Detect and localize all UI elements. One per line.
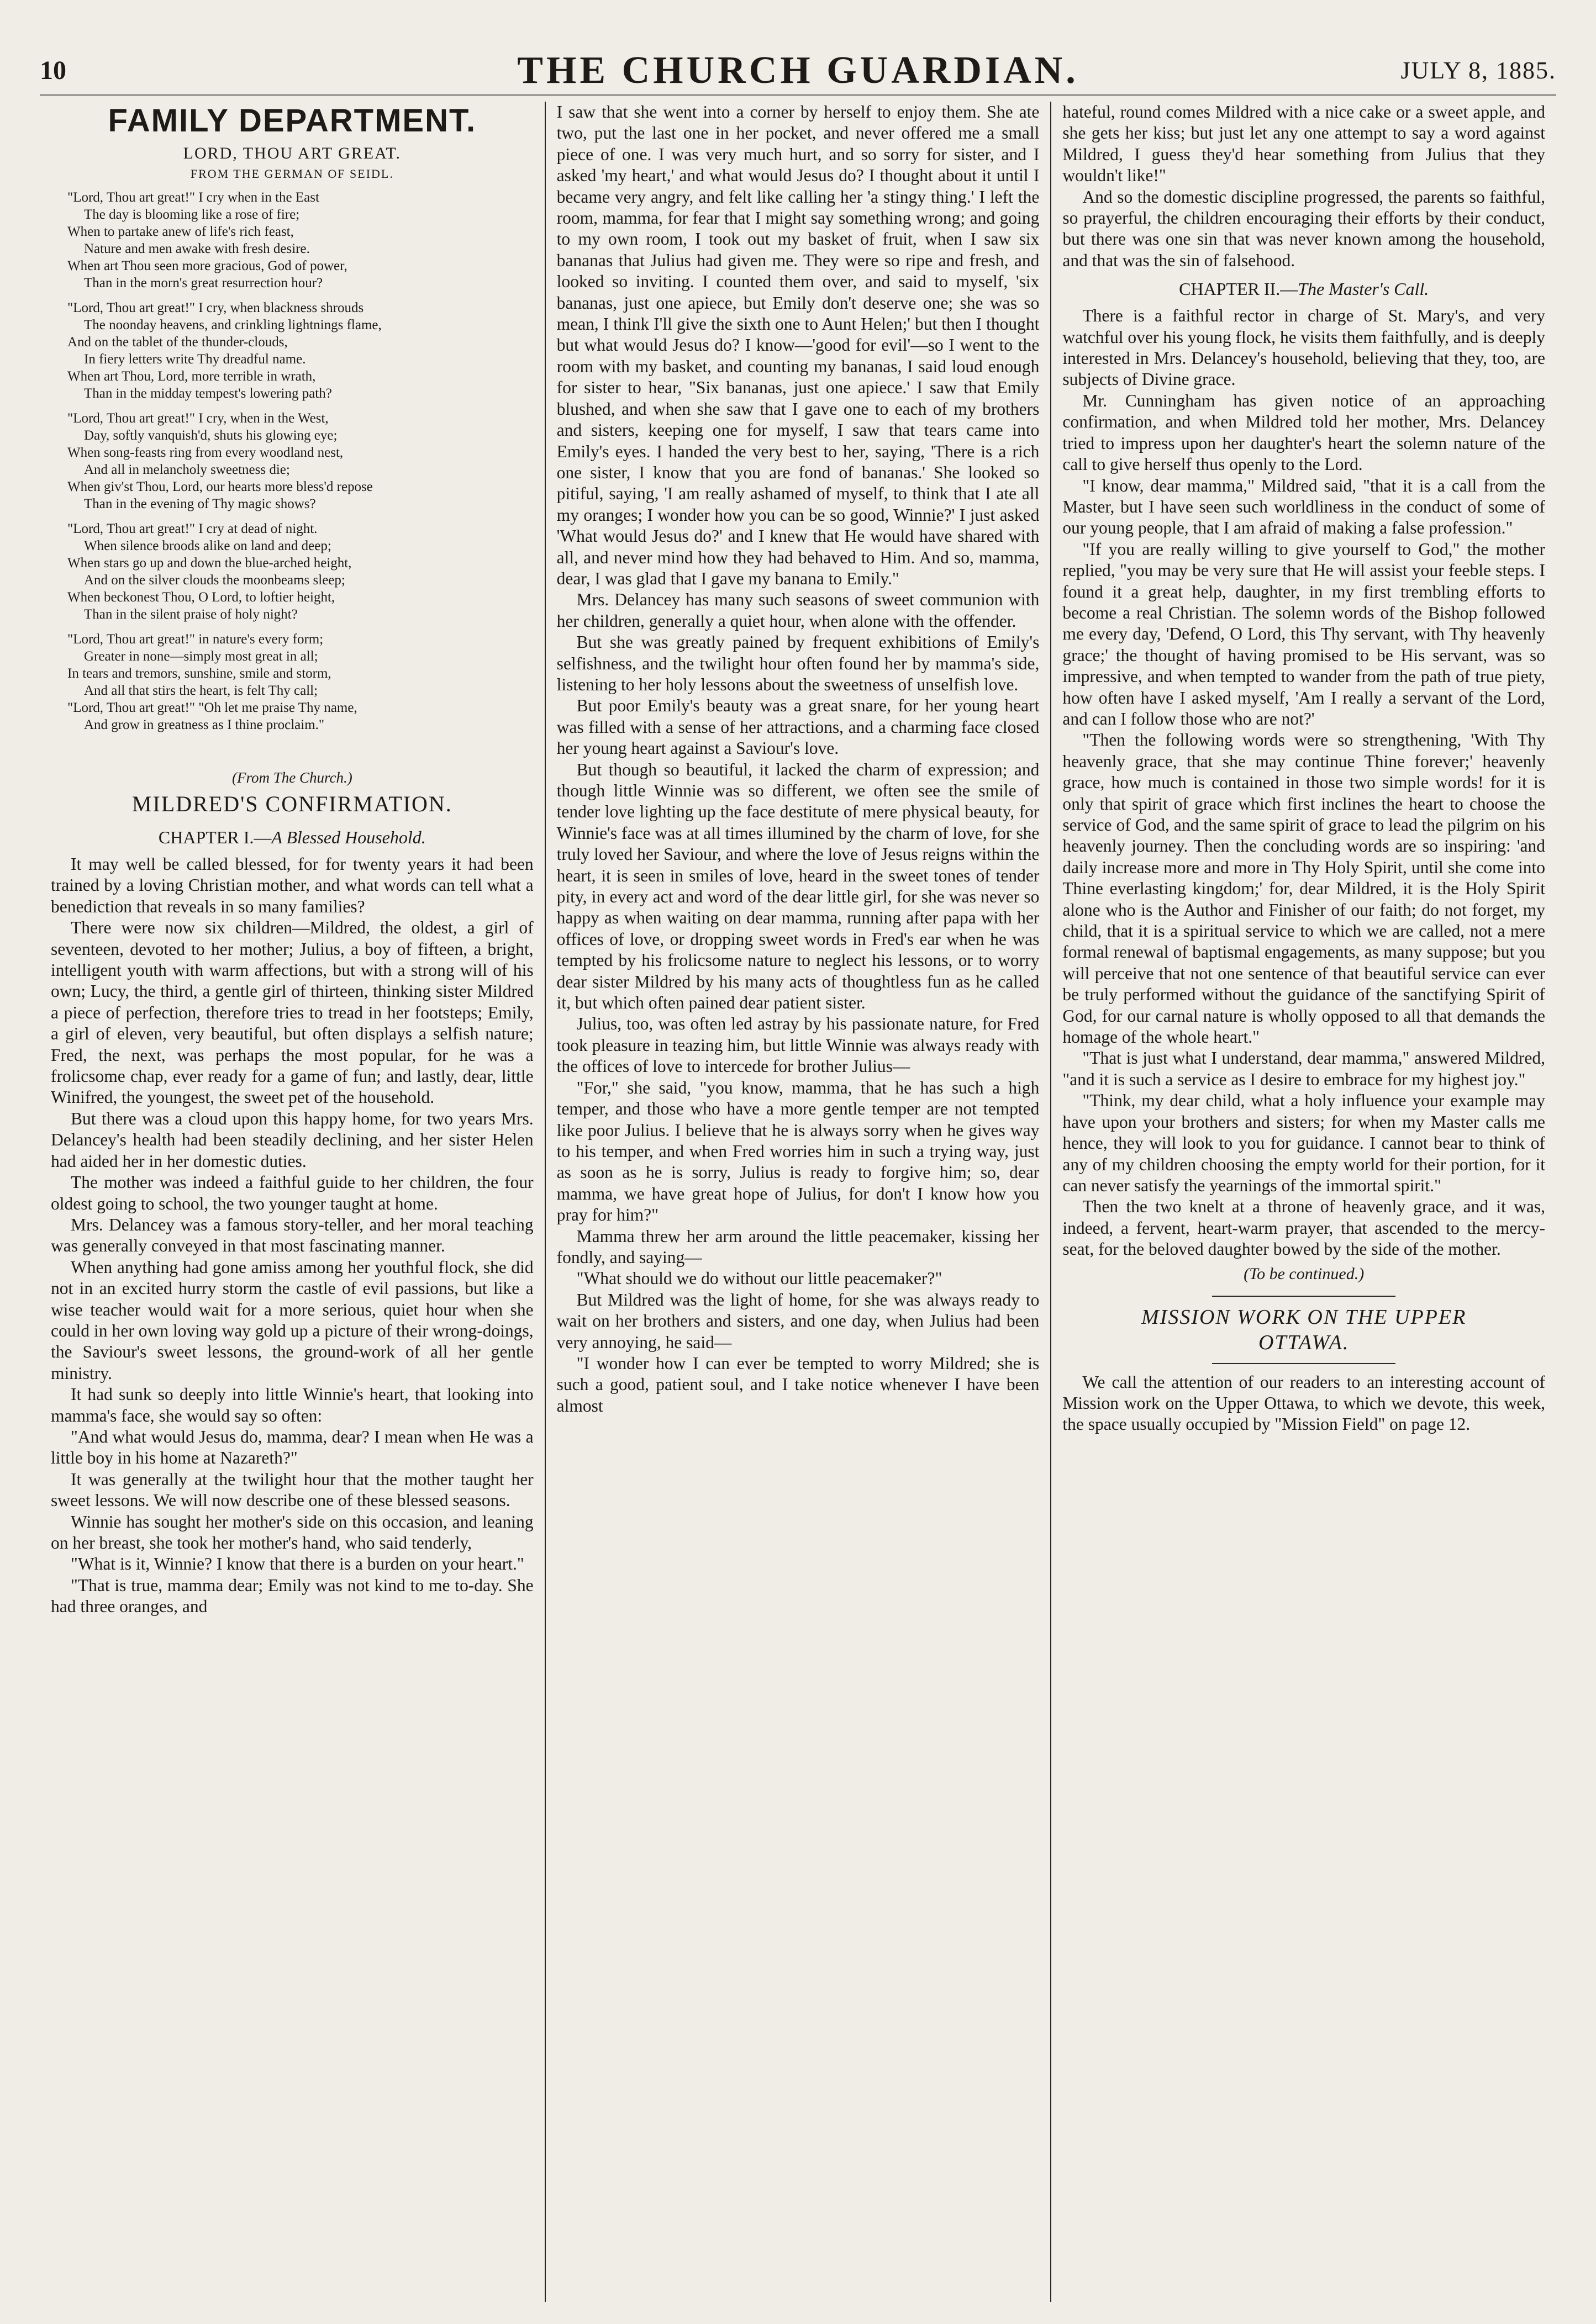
poem-line: Greater in none—simply most great in all; <box>84 649 318 664</box>
poem-stanza <box>51 520 534 623</box>
poem-line: When art Thou seen more gracious, God of power, <box>67 258 347 273</box>
paragraph: "For," she said, "you know, mamma, that he has such a high temper, and those who have a more gentle temper are not tempted like poor Julius. I believe that he is always sorry when he gives way to his temper, and when Fred worries him in such a trying way, just as soon as he is sorry, Julius is ready to forgive him; so, dear mamma, we have great hope of Julius, for don't I know how you pray for him?" <box>556 1078 1040 1225</box>
story-body <box>557 102 1040 1417</box>
chapter-number: CHAPTER I.— <box>158 827 272 847</box>
poem-line: When stars go up and down the blue-arched height, <box>67 556 352 571</box>
paragraph: Then the two knelt at a throne of heavenly grace, and it was, indeed, a fervent, heart-warm prayer, that ascended to the mercy-seat, for the beloved daughter bowed by the side of the mother. <box>1062 1197 1546 1259</box>
poem-line: "Lord, Thou art great!" I cry, when in the West, <box>67 411 329 426</box>
column-2 <box>545 102 1051 2302</box>
poem-line: "Lord, Thou art great!" in nature's every form; <box>67 632 324 647</box>
paragraph: "And what would Jesus do, mamma, dear? I mean when He was a little boy in his home at Nazareth?" <box>51 1427 534 1468</box>
poem-line: When giv'st Thou, Lord, our hearts more bless'd repose <box>67 479 373 494</box>
paragraph: "That is just what I understand, dear mamma," answered Mildred, "and it is such a service as I desire to embrace for my highest joy." <box>1062 1048 1546 1089</box>
poem-line: Than in the midday tempest's lowering path? <box>84 386 332 401</box>
story-title: MILDRED'S CONFIRMATION. <box>131 791 452 816</box>
masthead <box>40 33 1556 96</box>
poem-line: And on the tablet of the thunder-clouds, <box>67 335 288 350</box>
mission-heading <box>1062 1304 1545 1355</box>
paragraph: "I wonder how I can ever be tempted to worry Mildred; she is such a good, patient soul, and I take notice whenever I have been almost <box>556 1353 1040 1415</box>
poem-line: Than in the evening of Thy magic shows? <box>84 497 316 511</box>
paragraph: Mrs. Delancey has many such seasons of sweet communion with her children, generally a quiet hour, when alone with the offender. <box>556 590 1040 631</box>
poem-source: FROM THE GERMAN OF SEIDL. <box>190 167 394 181</box>
mission-title-line: OTTAWA. <box>1258 1330 1350 1354</box>
poem-line: "Lord, Thou art great!" I cry, when blackness shrouds <box>67 300 364 315</box>
continued-note: (To be continued.) <box>1244 1264 1365 1283</box>
poem-line: Nature and men awake with fresh desire. <box>84 241 310 256</box>
paragraph: But there was a cloud upon this happy home, for two years Mrs. Delancey's health had been steadily declining, and her sister Helen had aided her in her domestic duties. <box>51 1108 534 1171</box>
poem <box>51 189 534 733</box>
chapter-title: A Blessed Household. <box>271 827 426 847</box>
paragraph: The mother was indeed a faithful guide to her children, the four oldest going to school, the two younger taught at home. <box>51 1172 534 1213</box>
story-body <box>1062 102 1545 271</box>
paragraph: But though so beautiful, it lacked the charm of expression; and though little Winnie was so different, we often see the smile of tender love lighting up the face destitute of mere physical beauty, for Winnie's face was at all times illumined by the charm of love, for she truly loved her Saviour, and where the love of Jesus reigns within the heart, it is seen in smiles of love, heard in the sweet tones of tender pity, in every act and word of the dear little girl, for she was never so happy as when waiting on dear mamma, running after papa with her offices of love, or dropping sweet words in Fred's ear when he was tempted by his frolicsome nature to neglect his lessons, or to worry dear sister Mildred by his many acts of thoughtless fun as he called it, but which often pained dear patient sister. <box>556 759 1040 1013</box>
chapter-heading <box>51 823 534 852</box>
poem-line: "Lord, Thou art great!" I cry at dead of night. <box>67 521 318 536</box>
paragraph: Winnie has sought her mother's side on this occasion, and leaning on her breast, she took her mother's hand, who said tenderly, <box>51 1512 534 1552</box>
paragraph: It may well be called blessed, for for twenty years it had been trained by a loving Christian mother, and what words can tell what a benediction that reveals in so many families? <box>51 854 534 916</box>
poem-stanza <box>51 189 534 292</box>
chapter-heading <box>1062 274 1545 303</box>
poem-line: Than in the morn's great resurrection hour? <box>84 276 323 290</box>
poem-line: And all in melancholy sweetness die; <box>84 462 290 477</box>
paragraph: "Think, my dear child, what a holy influence your example may have upon your brothers and sisters; for when my Master calls me hence, they will look to you for guidance. I cannot bear to think of any of my children choosing the empty world for their portion, for it can never satisfy the yearnings of the immortal spirit." <box>1062 1091 1546 1195</box>
paragraph: It was generally at the twilight hour that the mother taught her sweet lessons. We will now describe one of these blessed seasons. <box>51 1469 534 1510</box>
paragraph: There were now six children—Mildred, the oldest, a girl of seventeen, devoted to her mother; Julius, a boy of fifteen, a bright, intelligent youth with warm affections, but with a strong will of his own; Lucy, the third, a gentle girl of thirteen, thinking sister Mildred a piece of perfection, therefore tries to tread in her footsteps; Emily, a girl of eleven, very beautiful, but often displays a selfish nature; Fred, the next, was perhaps the most popular, for he was a frolicsome chap, ever ready for a game of fun; and lastly, dear, little Winifred, the youngest, the sweet pet of the household. <box>51 918 534 1107</box>
story-body <box>1062 305 1545 1260</box>
poem-line: The noonday heavens, and crinkling lightnings flame, <box>84 318 382 332</box>
poem-line: Day, softly vanquish'd, shuts his glowing eye; <box>84 428 338 443</box>
poem-line: When song-feasts ring from every woodland nest, <box>67 445 344 460</box>
paragraph: "I know, dear mamma," Mildred said, "that it is a call from the Master, but I have seen such worldliness in the conduct of some of our young people, that I am afraid of making a false profession." <box>1062 476 1546 538</box>
paragraph: "What should we do without our little peacemaker?" <box>576 1269 942 1288</box>
section-heading: FAMILY DEPARTMENT. <box>108 103 477 139</box>
paragraph: "Then the following words were so strengthening, 'With Thy heavenly grace, that she may continue Thine forever;' heavenly grace, how much is contained in those two simple words! for it is only that spirit of grace which first inclines the heart to choose the service of God, and the same spirit of grace to lead the pilgrim on his heavenly journey. Then the concluding words are so inspiring: 'and daily increase more and more in Thy Holy Spirit, until she come into Thine everlasting kingdom;' for, dear Mildred, it is the Holy Spirit alone who is the Author and Finisher of our faith; do not forget, my child, that it is a spiritual service to which we are called, not a mere formal renewal of baptismal engagements, as many suppose; but you will perceive that not one sentence of that beautiful service can ever be truly performed without the guidance of the sanctifying Spirit of God, for our carnal nature is wholly opposed to all that demands the homage of the whole heart." <box>1062 730 1546 1047</box>
paragraph: Mr. Cunningham has given notice of an approaching confirmation, and when Mildred told her mother, Mrs. Delancey tried to impress upon her daughter's heart the solemn nature of the call to give herself thus openly to the Lord. <box>1062 390 1546 474</box>
paragraph: I saw that she went into a corner by herself to enjoy them. She ate two, put the last one in her pocket, and never offered me a small piece of one. I was very much hurt, and so sorry for sister, and I asked 'my heart,' and what would Jesus do? I thought about it until I became very angry, and felt like calling her 'a stingy thing.' I left the room, mamma, for fear that I might say something wrong; and going to my own room, I took out my basket of fruit, when I saw six bananas that Julius had given me. They were so ripe and fresh, and looked so inviting. I counted them over, and said to myself, 'six bananas, just one apiece, but Emily don't deserve one; she was so mean, I think I'll give the sixth one to Aunt Helen;' but then I thought but what would Jesus do? I know—'good for evil'—so I went to the room with my basket, and counting my bananas, I said loud enough for sister to hear, "Six bananas, just one apiece.' I saw that Emily blushed, and when she saw that I gave one to each of my brothers and sisters, keeping one for myself, I saw that tears came into Emily's eyes. I handed the very best to her, saying, 'There is a rich one sister, I know that you are fond of bananas.' She looked so pitiful, saying, 'I am really ashamed of myself, to think that I ate all my oranges; I wonder how you can be so good, Winnie?' I just asked 'What would Jesus do?' and I knew that He would have shared with all, and never mind how they had behaved to Him. And so, mamma, dear, I was glad that I gave my banana to Emily." <box>556 102 1040 588</box>
mission-title-line: MISSION WORK ON THE UPPER <box>1141 1305 1467 1329</box>
paragraph: It had sunk so deeply into little Winnie's heart, that looking into mamma's face, she would say so often: <box>51 1385 534 1425</box>
paragraph: But she was greatly pained by frequent exhibitions of Emily's selfishness, and the twilight hour often found her by mamma's side, listening to her holy lessons about the sweetness of unselfish love. <box>556 632 1040 694</box>
poem-line: And all that stirs the heart, is felt Thy call; <box>84 683 318 698</box>
paragraph: And so the domestic discipline progressed, the parents so faithful, so prayerful, the children encouraging their efforts by their conduct, but there was one sin that was never known among the household, and that was the sin of falsehood. <box>1062 187 1546 270</box>
poem-line: When silence broods alike on land and deep; <box>84 538 331 553</box>
poem-line: The day is blooming like a rose of fire; <box>84 207 300 222</box>
mission-paragraph: We call the attention of our readers to an interesting account of Mission work on the Upper Ottawa, to which we devote, this week, the space usually occupied by "Mission Field" on page 12. <box>1062 1372 1546 1434</box>
paragraph: hateful, round comes Mildred with a nice cake or a sweet apple, and she gets her kiss; but just let any one attempt to say a word against Mildred, I guess they'd hear something from Julius that they wouldn't like!" <box>1062 102 1546 186</box>
paragraph: There is a faithful rector in charge of St. Mary's, and very watchful over his young flock, he visits them faithfully, and is deeply interested in Mrs. Delancey's household, believing that they, too, are subjects of Divine grace. <box>1062 306 1546 389</box>
chapter-title: The Master's Call. <box>1298 279 1429 299</box>
poem-line: And grow in greatness as I thine proclaim." <box>84 717 325 732</box>
issue-date: JULY 8, 1885. <box>1400 57 1556 84</box>
paragraph: Mamma threw her arm around the little peacemaker, kissing her fondly, and saying— <box>556 1226 1040 1267</box>
paragraph: "That is true, mamma dear; Emily was not kind to me to-day. She had three oranges, and <box>51 1575 534 1617</box>
poem-line: In fiery letters write Thy dreadful name. <box>84 352 306 367</box>
paragraph: "If you are really willing to give yourself to God," the mother replied, "you may be very sure that He will assist your feeble steps. I found it a great help, daughter, in my first trembling efforts to become a real Christian. The solemn words of the Bishop followed me every day, 'Defend, O Lord, this Thy servant, with Thy heavenly grace;' the thought of having promised to be His servant, was so impressive, and when tempted to wander from the path of true piety, how often have I asked myself, 'Am I really a servant of the Lord, and can I follow those who are not?' <box>1062 539 1546 728</box>
chapter-number: CHAPTER II.— <box>1179 279 1298 299</box>
paragraph: Mrs. Delancey was a famous story-teller, and her moral teaching was generally conveyed in that most fascinating manner. <box>51 1214 534 1256</box>
column-3 <box>1050 102 1556 2302</box>
poem-stanza <box>51 410 534 513</box>
paragraph: "What is it, Winnie? I know that there is a burden on your heart." <box>71 1554 524 1574</box>
poem-line: Than in the silent praise of holy night? <box>84 607 298 622</box>
story-body <box>51 854 534 1618</box>
column-1 <box>40 102 545 2302</box>
poem-line: "Lord, Thou art great!" "Oh let me praise Thy name, <box>67 700 357 715</box>
poem-line: When to partake anew of life's rich feast, <box>67 224 294 239</box>
columns <box>40 102 1556 2302</box>
story-source: (From The Church.) <box>231 769 352 786</box>
paragraph: But poor Emily's beauty was a great snare, for her young heart was filled with a sense of her attractions, and a charming face closed her young heart against a Saviour's love. <box>556 696 1040 758</box>
poem-line: "Lord, Thou art great!" I cry when in the East <box>67 190 319 205</box>
divider <box>1212 1296 1395 1297</box>
paragraph: Julius, too, was often led astray by his passionate nature, for Fred took pleasure in teazing him, but little Winnie was always ready with the offices of love to intercede for brother Julius— <box>556 1014 1040 1076</box>
paragraph: But Mildred was the light of home, for she was always ready to wait on her brothers and sisters, and one day, when Julius had been very annoying, he said— <box>556 1290 1040 1352</box>
poem-stanza <box>51 299 534 402</box>
poem-line: When art Thou, Lord, more terrible in wrath, <box>67 369 316 384</box>
page-number: 10 <box>40 56 66 85</box>
newspaper-title: THE CHURCH GUARDIAN. <box>517 49 1079 92</box>
paragraph: When anything had gone amiss among her youthful flock, she did not in an excited hurry storm the castle of evil passions, but like a wise teacher would wait for a more serious, quiet hour when she could in her own loving way gold up a picture of their wrong-doings, the Saviour's sweet lessons, the ground-work of all her gentle ministry. <box>51 1257 534 1383</box>
divider <box>1212 1363 1395 1364</box>
poem-line: In tears and tremors, sunshine, smile and storm, <box>67 666 331 681</box>
poem-line: When beckonest Thou, O Lord, to loftier height, <box>67 590 335 605</box>
poem-line: And on the silver clouds the moonbeams sleep; <box>84 573 345 588</box>
poem-stanza <box>51 631 534 733</box>
poem-title: LORD, THOU ART GREAT. <box>183 144 402 162</box>
